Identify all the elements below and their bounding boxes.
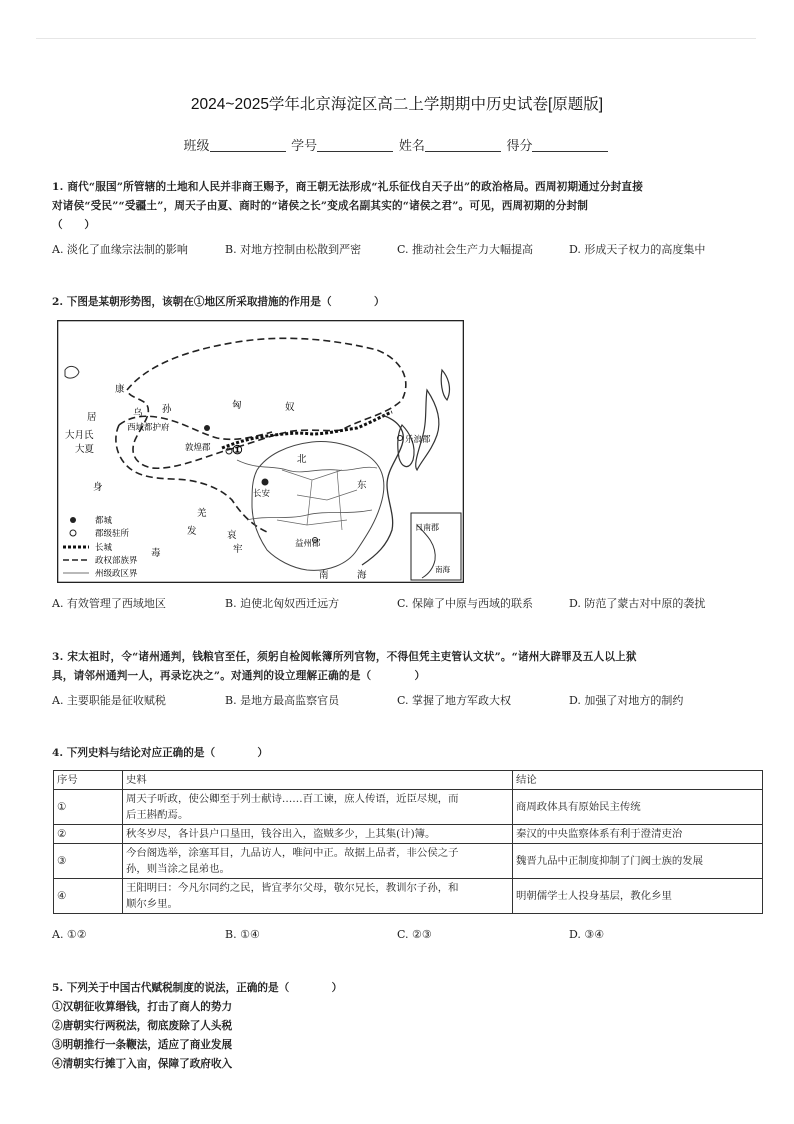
source-line: 王阳明曰：今凡尔同约之民，皆宜孝尔父母，敬尔兄长，教训尔子孙，和 [126,882,459,894]
question-3-option-a[interactable]: A. 主要职能是征收赋税 [52,694,166,707]
table-row [54,790,763,825]
field-class-label: 班级 [183,138,210,153]
map-label-wu: 乌 [133,408,143,419]
question-3-option-b[interactable]: B. 是地方最高监察官员 [225,694,340,707]
map-label-rinan: 日南郡 [415,523,439,532]
field-class-blank[interactable] [210,139,286,152]
table-cell-no: ④ [54,879,123,914]
question-1-line3: （ ） [52,219,96,231]
map-label-qiang: 羌 [197,508,207,519]
field-name-label: 姓名 [398,138,425,153]
source-line: 顺尔乡里。 [126,898,178,910]
question-1-line2: 对诸侯“受民”“受疆土”，周天子由夏、商时的“诸侯之长”变成名副其实的“诸侯之君”。可见，西周初期的分封制 [52,200,589,212]
map-label-daxia: 大夏 [75,444,95,455]
question-2-option-c[interactable]: C. 保障了中原与西域的联系 [397,597,534,610]
table-header-no: 序号 [54,771,123,790]
field-name-blank[interactable] [425,139,501,152]
question-4-stem: 4. 下列史料与结论对应正确的是（ ） [52,747,269,759]
question-4-option-d[interactable]: D. ③④ [569,928,605,941]
legend-border: 政权部族界 [95,556,138,566]
map-label-dayuezhi: 大月氏 [65,430,94,441]
question-5-item-3: ③明朝推行一条鞭法，适应了商业发展 [52,1039,233,1051]
question-4-option-b[interactable]: B. ①④ [225,928,260,941]
map-label-dunhuang: 敦煌郡 [185,443,211,453]
question-1-option-a[interactable]: A. 淡化了血缘宗法制的影响 [52,243,188,256]
question-4-option-a[interactable]: A. ①② [52,928,87,941]
table-row [54,879,763,914]
student-info-fields [0,135,794,154]
map-label-nu: 奴 [285,402,295,413]
map-label-sun: 孙 [162,404,172,415]
question-1-option-c[interactable]: C. 推动社会生产力大幅提高 [397,243,534,256]
question-2-option-d[interactable]: D. 防范了蒙古对中原的袭扰 [569,597,706,610]
table-cell-source: 秋冬岁尽，各计县户口垦田，钱谷出入，盗贼多少，上其集(计)簿。 [123,825,513,844]
question-3-line1: 3. 宋太祖时，令“诸州通判，钱粮官至任，须躬自检阅帐簿所列官物，不得但凭主吏管认文状”。“诸州大辟罪及五人以上狱 [52,651,637,663]
map-label-ju: 居 [87,412,97,423]
map-label-lao: 牢 [233,544,243,555]
table-cell-conclusion: 魏晋九品中正制度抑制了门阀士族的发展 [513,844,763,879]
table-cell-conclusion: 明朝儒学士人投身基层，教化乡里 [513,879,763,914]
table-cell-conclusion: 秦汉的中央监察体系有利于澄清吏治 [513,825,763,844]
table-row [54,844,763,879]
map-label-xiyu-duhu: 西域都护府 [127,423,170,433]
table-cell-conclusion: 商周政体具有原始民主传统 [513,790,763,825]
question-3-stem [52,648,742,686]
table-cell-source [123,790,513,825]
point-changan [262,479,269,486]
question-3-line2: 具，请邻州通判一人，再录讫决之”。对通判的设立理解正确的是（ ） [52,670,426,682]
source-line: 孙，则当涂之昆弟也。 [126,863,230,875]
table-header-source: 史料 [123,771,513,790]
question-1-option-d[interactable]: D. 形成天子权力的高度集中 [569,243,706,256]
table-cell-source [123,879,513,914]
map-label-nan: 南 [319,570,329,581]
question-1-line1: 1. 商代“服国”所管辖的土地和人民并非商王赐予，商王朝无法形成“礼乐征伐自天子出”的政治格局。西周初期通过分封直接 [52,181,643,193]
source-line: 后王斟酌焉。 [126,809,189,821]
map-label-kang: 康 [115,384,125,395]
map-label-marker-1: ① [232,443,243,457]
map-label-hai: 海 [357,570,367,581]
question-3-option-d[interactable]: D. 加强了对地方的制约 [569,694,684,707]
legend-wall: 长城 [95,543,113,553]
historical-map [57,320,464,583]
question-2-stem: 2. 下图是某朝形势图，该朝在①地区所采取措施的作用是（ ） [52,296,385,308]
map-label-shen: 身 [93,482,103,493]
header-divider [36,38,756,39]
table-header-conclusion: 结论 [513,771,763,790]
question-1-option-b[interactable]: B. 对地方控制由松散到严密 [225,243,362,256]
map-label-nanhai-inset: 南海 [435,565,450,574]
question-3-option-c[interactable]: C. 掌握了地方军政大权 [397,694,512,707]
table-cell-no: ① [54,790,123,825]
field-score-label: 得分 [506,138,533,153]
map-label-lelang: 乐浪郡 [405,435,431,445]
map-label-xiong: 匈 [232,400,242,411]
source-table [53,770,763,914]
question-5-item-4: ④清朝实行摊丁入亩，保障了政府收入 [52,1058,233,1070]
question-5-stem: 5. 下列关于中国古代赋税制度的说法，正确的是（ ） [52,982,343,994]
map-label-changan: 长安 [253,489,271,499]
question-2-option-b[interactable]: B. 迫使北匈奴西迁远方 [225,597,340,610]
field-id-label: 学号 [291,138,318,153]
map-label-ai: 哀 [227,530,237,541]
legend-capital: 都城 [95,516,113,526]
legend-province: 州级政区界 [95,569,138,579]
field-score-blank[interactable] [532,139,608,152]
map-label-du: 毒 [151,548,161,559]
question-5-item-1: ①汉朝征收算缗钱，打击了商人的势力 [52,1001,233,1013]
map-label-dong: 东 [357,480,367,491]
source-line: 今台阁选举，涂塞耳目，九品访人，唯问中正。故据上品者，非公侯之子 [126,847,459,859]
table-row [54,825,763,844]
table-header-row [54,771,763,790]
question-4-option-c[interactable]: C. ②③ [397,928,432,941]
legend-commandery: 郡级驻所 [95,529,130,539]
map-label-bei: 北 [297,454,307,465]
source-line: 周天子听政，使公卿至于列士献诗……百工谏，庶人传语，近臣尽规，而 [126,793,459,805]
question-2-option-a[interactable]: A. 有效管理了西域地区 [52,597,166,610]
map-label-yizhou: 益州郡 [295,539,321,549]
page-title: 2024~2025学年北京海淀区高二上学期期中历史试卷[原题版] [190,96,604,113]
question-1-stem [52,178,742,235]
table-cell-no: ② [54,825,123,844]
question-5-item-2: ②唐朝实行两税法，彻底废除了人头税 [52,1020,233,1032]
point-xiyu-duhu [204,425,210,431]
map-label-fa: 发 [187,526,197,537]
field-id-blank[interactable] [317,139,393,152]
legend-symbol-capital [70,517,76,523]
table-cell-source [123,844,513,879]
table-cell-no: ③ [54,844,123,879]
